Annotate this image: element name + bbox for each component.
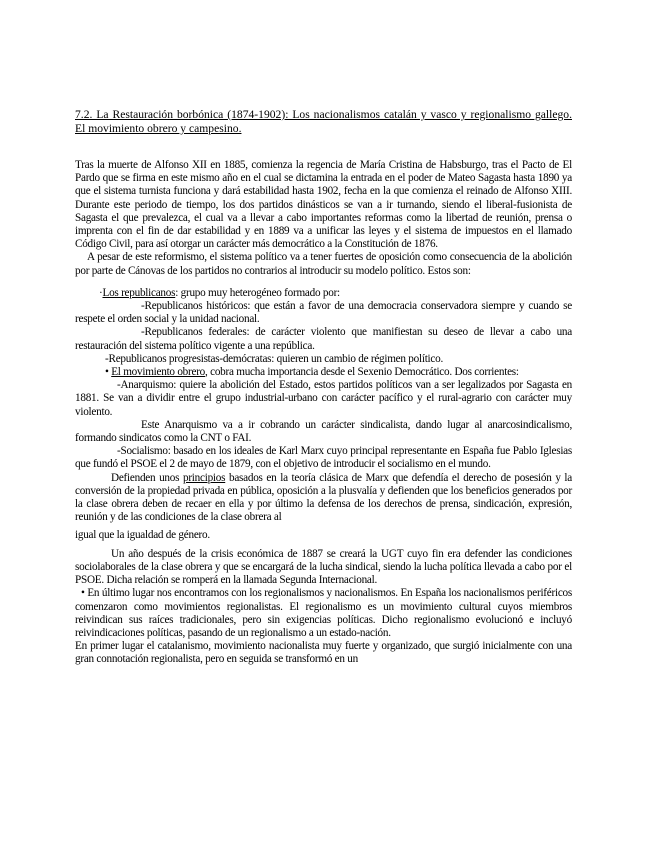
- anarquismo-paragraph: -Anarquismo: quiere la abolición del Estado, estos partidos políticos van a ser legalizados por Sagasta en 1881. Se van a dividir entre el grupo industrial-urbano con carácter pacífico y el rural-agrario con carácter muy violento.: [75, 379, 572, 418]
- opposition-paragraph: A pesar de este reformismo, el sistema político va a tener fuertes de oposición como consecuencia de la abolición por parte de Cánovas de los partidos no contrarios al introducir su modelo político. Estos son:: [75, 251, 572, 277]
- republicanos-desc: : grupo muy heterogéneo formado por:: [175, 286, 340, 299]
- rep-historicos: -Republicanos históricos: que están a favor de una democracia conservadora siempre y cuando se respete el orden social y la unidad nacional.: [75, 300, 572, 326]
- igualdad-line: igual que la igualdad de género.: [75, 529, 210, 542]
- republicanos-item: ·Los republicanos: grupo muy heterogéneo formado por:: [99, 286, 340, 299]
- regionalismos-paragraph: • En último lugar nos encontramos con los regionalismos y nacionalismos. En España los nacionalismos periféricos comenzaron como movimientos regionalistas. El regionalismo es un movimiento cultural cuyos miembros reivindican sus raíces tradicionales, pero sin exigencias políticas. Dicho regionalismo evolucionó e incluyó reivindicaciones políticas, pasando de un regionalismo a un estado-nación.: [75, 587, 572, 639]
- principios-post: basados en la teoría clásica de Marx que defendía el derecho de posesión y la conversión de la propiedad privada en pública, oposición a la plusvalía y defienden que los beneficios generados por la clase obrera deben de recaer en ella y por último la defensa de los derechos de prensa, sindicación, expresión, reunión y de las condiciones de la clase obrera al: [75, 471, 572, 524]
- ugt-paragraph: Un año después de la crisis económica de 1887 se creará la UGT cuyo fin era defender las condiciones sociolaborales de la clase obrera y que se encargará de la lucha sindical, siendo la lucha política llevada a cabo por el PSOE. Dicha relación se romperá en la llamada Segunda Internacional.: [75, 547, 572, 587]
- principios-word: principios: [182, 471, 226, 484]
- rep-progresistas: -Republicanos progresistas-demócratas: quieren un cambio de régimen político.: [105, 352, 444, 365]
- catalanismo-paragraph: En primer lugar el catalanismo, movimiento nacionalista muy fuerte y organizado, que surgió inicialmente con una gran connotación regionalista, pero en seguida se transformó en un: [75, 640, 572, 666]
- rep-federales: -Republicanos federales: de carácter violento que manifiestan su deseo de llevar a cabo una restauración del sistema político vigente a una república.: [75, 326, 572, 352]
- intro-paragraph: Tras la muerte de Alfonso XII en 1885, comienza la regencia de María Cristina de Habsburgo, tras el Pacto de El Pardo que se firma en este mismo año en el cual se dictamina la entrada en el poder de Mateo Sagasta hasta 1890 ya que el sistema turnista funciona y dará estabilidad hasta 1902, fecha en la que comienza el reinado de Alfonso XIII. Durante este periodo de tiempo, los dos partidos dinásticos se van a ir turnando, siendo el liberal-fusionista de Sagasta el que prevalezca, el cual va a llevar a cabo importantes reformas como la libertad de reunión, prensa o imprenta con el fin de dar estabilidad y en 1889 va a unificar las leyes y el sistema de impuestos en el llamado Código Civil, para así otorgar un carácter más democrático a la Constitución de 1876.: [75, 159, 572, 251]
- principios-pre: Defienden unos: [111, 471, 183, 484]
- obrero-item: • El movimiento obrero, cobra mucha importancia desde el Sexenio Democrático. Dos corrientes:: [105, 366, 519, 379]
- document-body: [75, 108, 572, 667]
- obrero-desc: , cobra mucha importancia desde el Sexenio Democrático. Dos corrientes:: [205, 366, 519, 379]
- obrero-label: El movimiento obrero: [111, 366, 206, 379]
- spacer: [75, 136, 572, 159]
- spacer: [75, 278, 572, 287]
- anarquismo-sindicalismo: Este Anarquismo va a ir cobrando un carácter sindicalista, dando lugar al anarcosindicalismo, formando sindicatos como la CNT o FAI.: [75, 418, 572, 445]
- principios-paragraph: [75, 472, 572, 525]
- section-title: 7.2. La Restauración borbónica (1874-1902): Los nacionalismos catalán y vasco y regionalismo gallego. El movimiento obrero y campesino.: [75, 108, 572, 135]
- republicanos-label: Los republicanos: [102, 286, 176, 299]
- socialismo-paragraph: -Socialismo: basado en los ideales de Karl Marx cuyo principal representante en España fue Pablo Iglesias que fundó el PSOE el 2 de mayo de 1879, con el objetivo de introducir el socialismo en el mundo.: [75, 445, 572, 471]
